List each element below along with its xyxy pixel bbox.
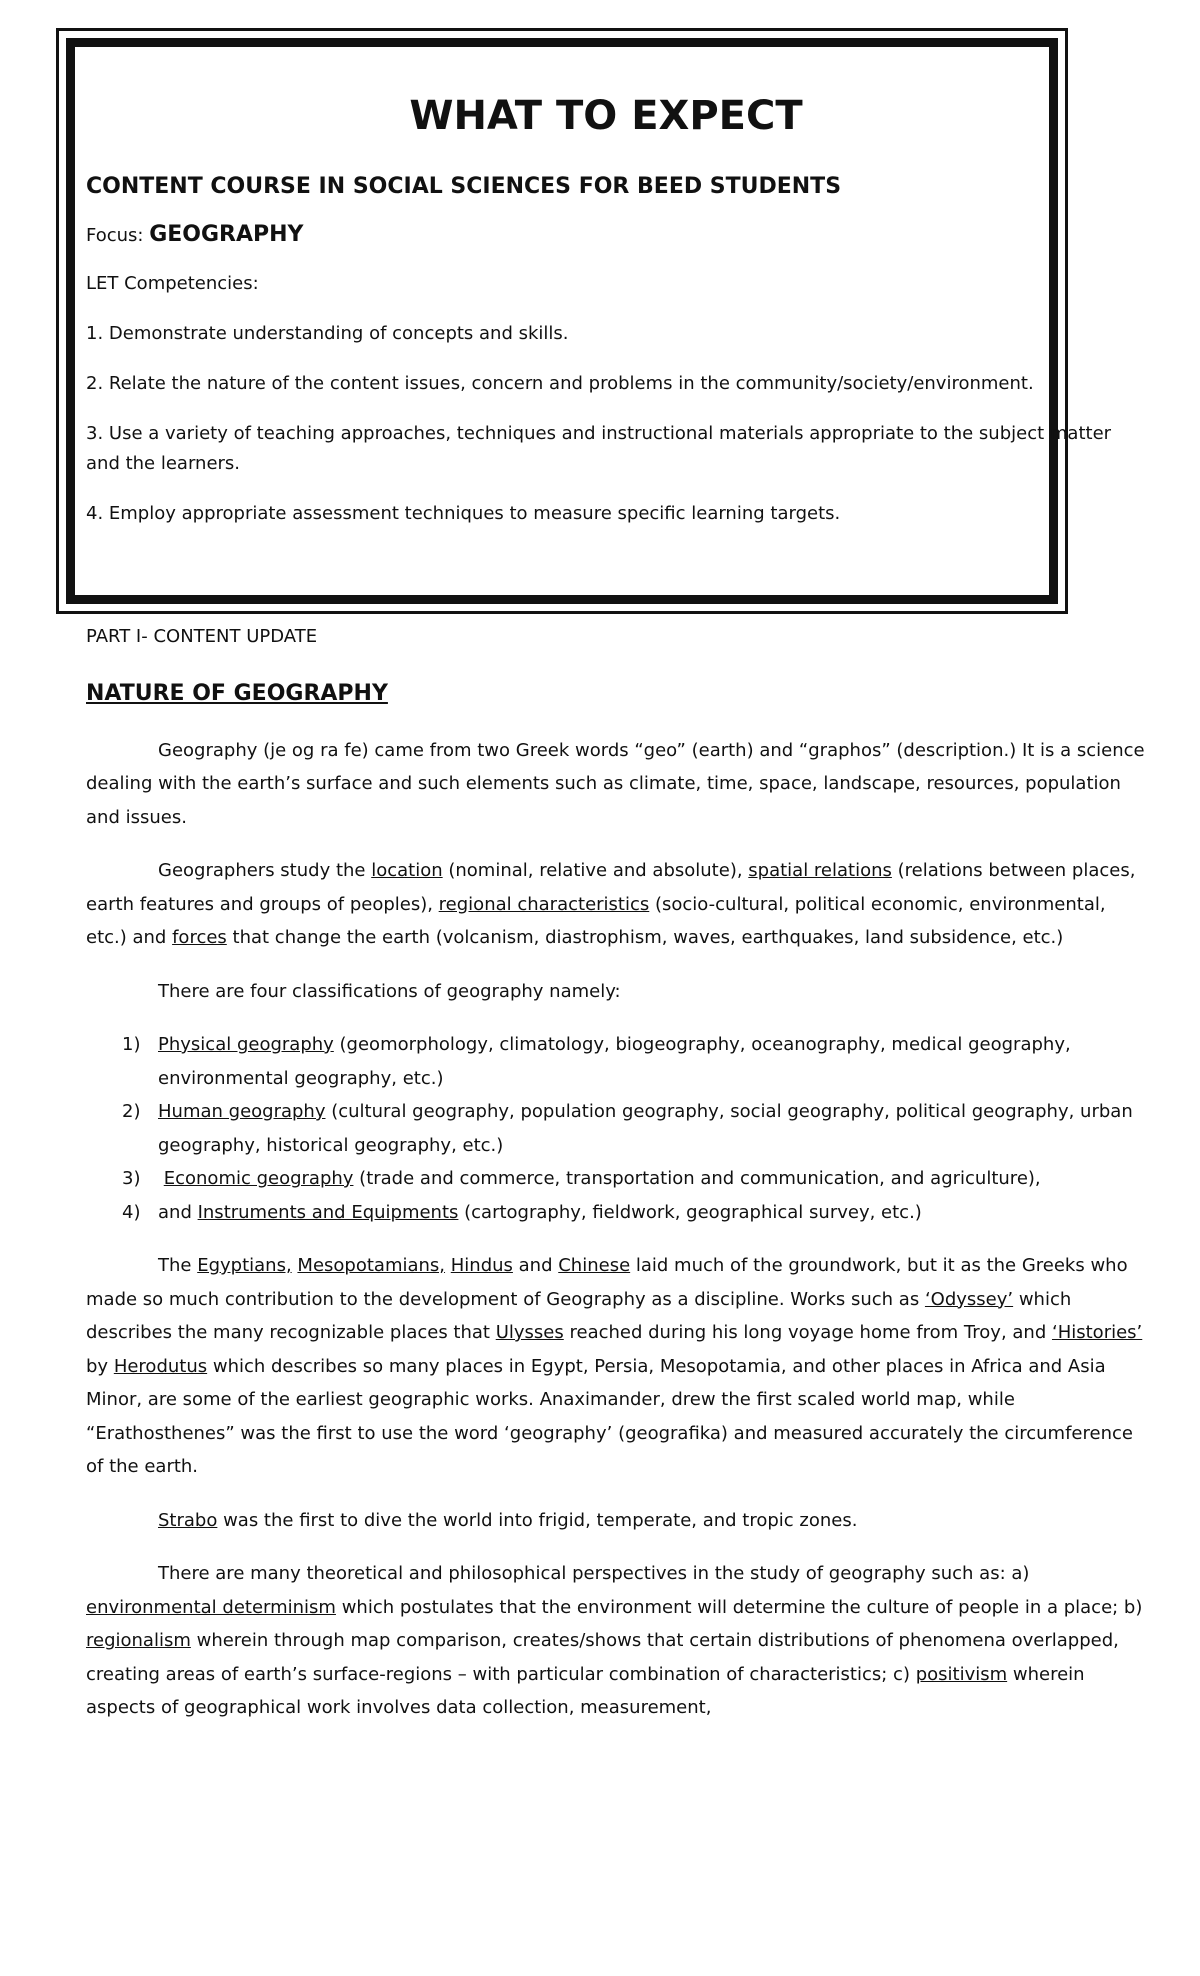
text-run: that change the earth (volcanism, diastrophism, waves, earthquakes, land subsidence, etc.) — [226, 927, 1064, 948]
term-physical-geography: Physical geography — [158, 1034, 334, 1055]
list-number: 2) — [122, 1101, 141, 1122]
list-number: 3) — [122, 1168, 141, 1189]
focus-value: GEOGRAPHY — [149, 222, 304, 247]
term-location: location — [371, 860, 443, 881]
text-run: wherein aspects of geographical work involves data collection, measurement, — [86, 1663, 1085, 1718]
text-run: (nominal, relative and absolute), — [442, 860, 749, 881]
competency-item: 4. Employ appropriate assessment techniques to measure specific learning targets. — [86, 503, 841, 524]
term-forces: forces — [172, 927, 227, 948]
text-run: was the first to dive the world into frigid, temperate, and tropic zones. — [217, 1509, 858, 1531]
term-histories: ‘Histories’ — [1051, 1322, 1143, 1343]
term-regional-characteristics: regional characteristics — [438, 893, 650, 915]
text-run: (trade and commerce, transportation and communication, and agriculture), — [353, 1168, 1041, 1189]
text-run: wherein through map comparison, creates/shows that certain distributions of phenomena overlapped, creating areas of earth’s surface-regions – with particular combination of characteristics; c) — [86, 1630, 1119, 1685]
text-run: reached during his long voyage home from Troy, and — [563, 1322, 1052, 1343]
term-chinese: Chinese — [558, 1255, 631, 1276]
paragraph-history — [86, 1249, 1146, 1484]
term-environmental-determinism: environmental determinism — [86, 1596, 336, 1618]
focus-label: Focus: — [86, 225, 150, 246]
text-run: which describes so many places in Egypt, Persia, Mesopotamia, and other places in Africa and Asia Minor, are some of the earliest geographic works. Anaximander, drew the first scaled world map, while “Erathosthenes” was the first to use the word ‘geography’ (geografika) and measured accurately the circumference of the earth. — [86, 1355, 1133, 1477]
list-number: 4) — [122, 1201, 141, 1223]
text-run: There are many theoretical and philosophical perspectives in the study of geography such as: a) — [158, 1563, 1030, 1584]
text-run: (cultural geography, population geography, social geography, political geography, urban geography, historical geography, etc.) — [158, 1101, 1133, 1156]
text-run: (geomorphology, climatology, biogeography, oceanography, medical geography, environmental geography, etc.) — [158, 1034, 1071, 1089]
course-subtitle: CONTENT COURSE IN SOCIAL SCIENCES FOR BEED STUDENTS — [86, 174, 842, 199]
competencies-label: LET Competencies: — [86, 273, 259, 294]
term-mesopotamians: Mesopotamians, — [297, 1255, 446, 1276]
paragraph-definition: Geography (je og ra fe) came from two Greek words “geo” (earth) and “graphos” (description.) It is a science dealing with the earth’s surface and such elements such as climate, time, space, landscape, resources, population and issues. — [86, 739, 1145, 828]
paragraph-perspectives — [86, 1557, 1146, 1725]
text-run: (socio-cultural, political economic, environmental, etc.) and — [86, 893, 1106, 948]
competency-item: 3. Use a variety of teaching approaches, techniques and instructional materials appropriate to the subject matter and the learners. — [86, 423, 1112, 474]
text-run: Geographers study the — [158, 860, 372, 881]
text-run: which describes the many recognizable places that — [86, 1288, 1072, 1343]
term-hindus: Hindus — [450, 1255, 513, 1276]
list-item — [86, 1196, 1146, 1230]
term-instruments-and-equipments: Instruments and Equipments — [197, 1201, 459, 1223]
expectations-box — [86, 84, 1146, 529]
term-positivism: positivism — [915, 1663, 1008, 1685]
list-number: 1) — [122, 1034, 141, 1055]
term-economic-geography: Economic geography — [163, 1168, 354, 1189]
paragraph-geographers-study — [86, 854, 1146, 955]
text-run: by — [86, 1355, 114, 1377]
focus-line — [86, 220, 1146, 251]
term-herodutus: Herodutus — [113, 1355, 208, 1377]
term-regionalism: regionalism — [86, 1630, 191, 1651]
paragraph-classifications-intro: There are four classifications of geography namely: — [158, 980, 621, 1002]
text-run: which postulates that the environment will determine the culture of people in a place; b) — [335, 1596, 1143, 1618]
part-title: PART I- CONTENT UPDATE — [86, 626, 318, 647]
main-content — [86, 620, 1146, 1745]
list-item — [86, 1162, 1146, 1196]
text-run: and — [512, 1255, 559, 1276]
text-run: laid much of the groundwork, but it as the Greeks who made so much contribution to the development of Geography as a discipline. Works such as — [86, 1255, 1128, 1310]
term-strabo: Strabo — [158, 1509, 218, 1531]
paragraph-strabo — [86, 1504, 1146, 1538]
term-human-geography: Human geography — [158, 1101, 326, 1122]
text-run: The — [158, 1255, 198, 1276]
text-run: (relations between places, earth features and groups of peoples), — [86, 860, 1136, 915]
text-run: and — [158, 1201, 198, 1223]
term-odyssey: ‘Odyssey’ — [924, 1288, 1014, 1310]
list-item — [86, 1028, 1146, 1095]
competency-item: 2. Relate the nature of the content issues, concern and problems in the community/society/environment. — [86, 373, 1034, 394]
text-run: (cartography, fieldwork, geographical survey, etc.) — [458, 1201, 922, 1223]
classifications-list — [86, 1028, 1146, 1229]
section-heading: NATURE OF GEOGRAPHY — [86, 680, 388, 706]
term-ulysses: Ulysses — [495, 1322, 564, 1343]
list-item — [86, 1095, 1146, 1162]
box-title: WHAT TO EXPECT — [409, 93, 803, 139]
competency-item: 1. Demonstrate understanding of concepts and skills. — [86, 323, 569, 344]
term-spatial-relations: spatial relations — [748, 860, 892, 881]
term-egyptians: Egyptians, — [197, 1255, 292, 1276]
